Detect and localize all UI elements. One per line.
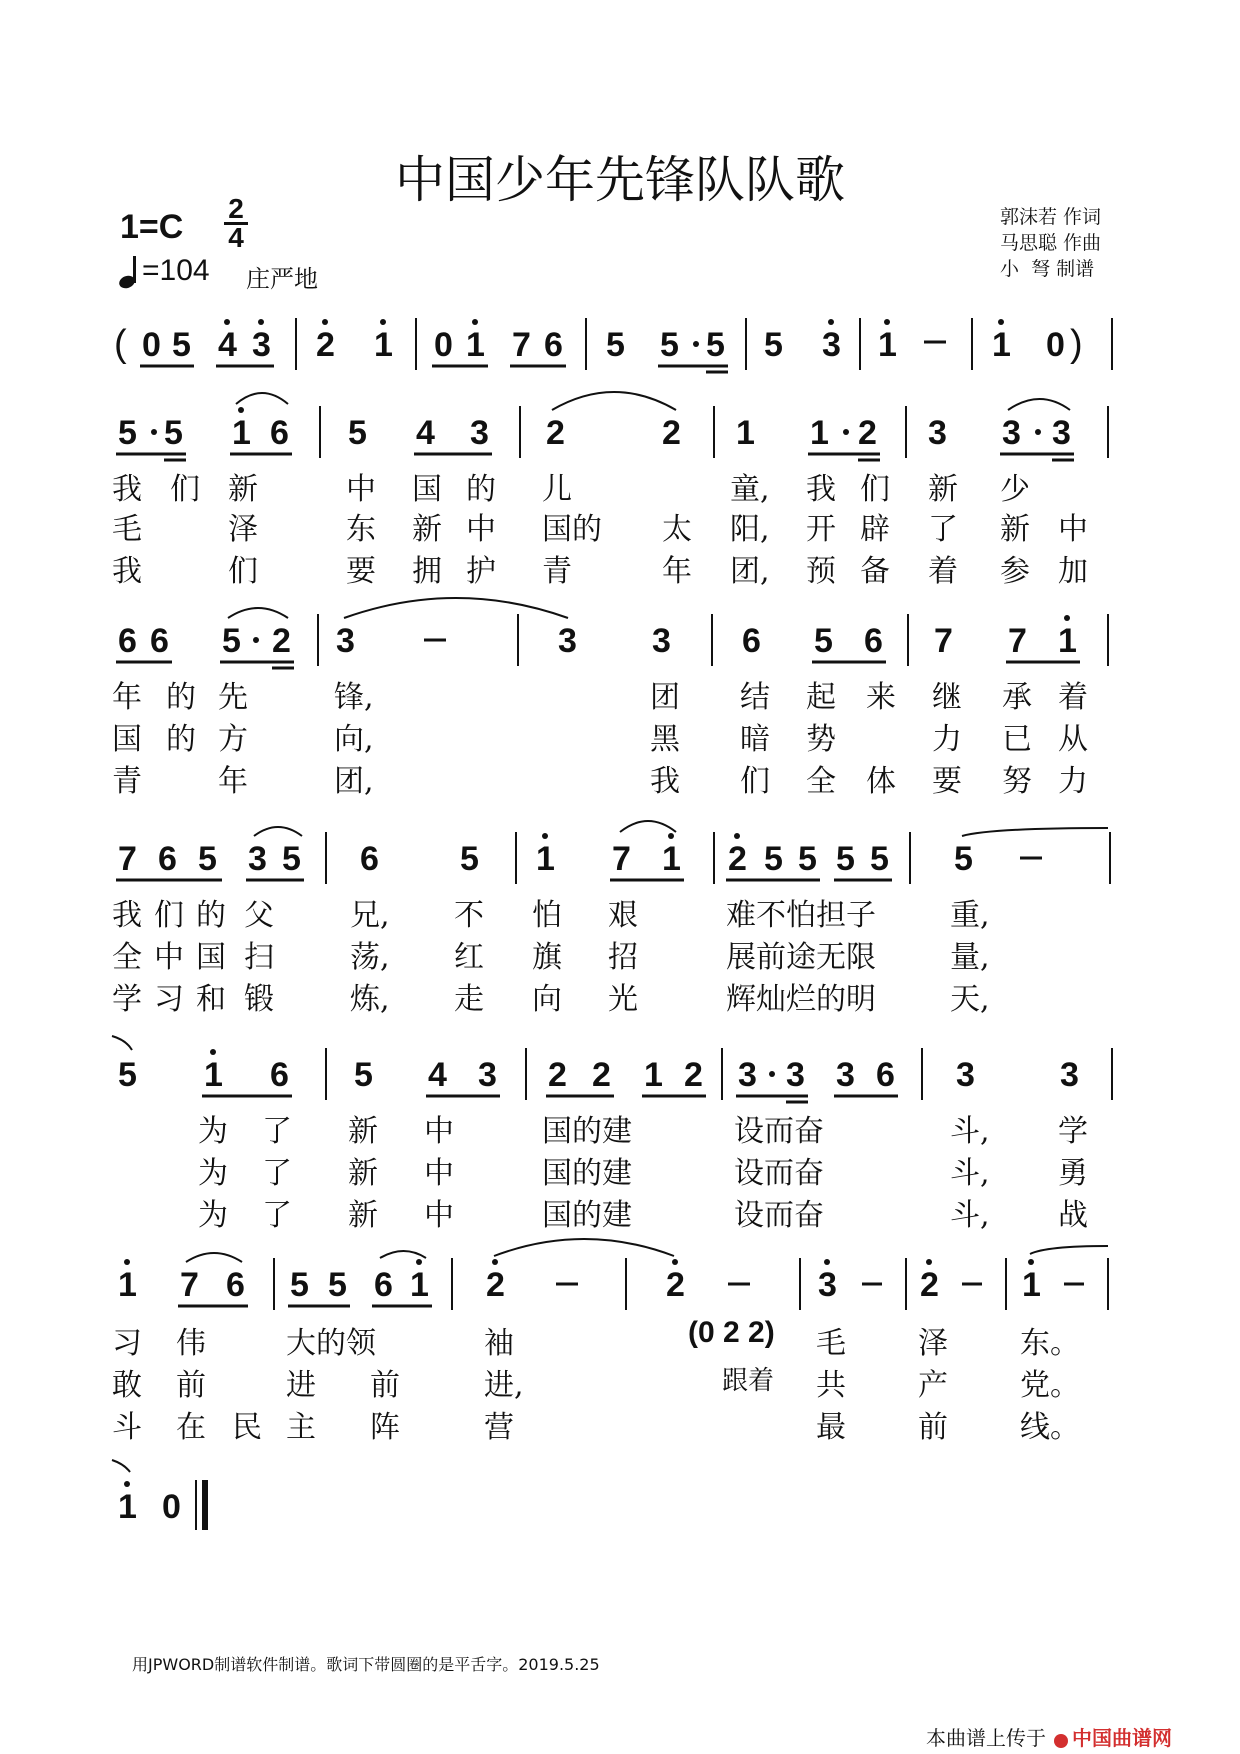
- svg-text:3: 3: [1052, 414, 1071, 452]
- svg-text:3: 3: [1060, 1056, 1079, 1094]
- lyric-syllable: 的: [166, 680, 196, 715]
- lyric-syllable: 青: [542, 554, 572, 589]
- tempo-expression: 庄严地: [246, 266, 318, 293]
- lyric-syllable: 泽: [918, 1326, 948, 1361]
- svg-text:1: 1: [810, 414, 829, 452]
- svg-text:5: 5: [798, 840, 817, 878]
- svg-text:1: 1: [466, 326, 485, 364]
- lyric-rest-figure: (0 2 2): [688, 1316, 775, 1349]
- lyric-syllable: 势: [806, 722, 836, 757]
- svg-text:3: 3: [478, 1056, 497, 1094]
- lyric-syllable: 了: [262, 1156, 292, 1191]
- lyric-syllable: 斗: [112, 1410, 142, 1445]
- lyric-syllable: 中: [346, 472, 376, 507]
- lyric-syllable: 不: [454, 898, 484, 933]
- svg-text:1: 1: [118, 1488, 137, 1526]
- lyric-syllable: 们: [740, 764, 770, 799]
- lyric-syllable: 产: [918, 1368, 948, 1403]
- svg-text:3: 3: [928, 414, 947, 452]
- svg-text:7: 7: [612, 840, 631, 878]
- svg-text:1: 1: [736, 414, 755, 452]
- svg-text:5: 5: [764, 840, 783, 878]
- lyric-syllable: 年: [112, 680, 142, 715]
- lyric-syllable: 兄,: [350, 898, 390, 933]
- svg-text:4: 4: [416, 414, 435, 452]
- svg-text:3: 3: [738, 1056, 757, 1094]
- lyric-syllable: 为: [198, 1198, 228, 1233]
- lyric-syllable: 中: [424, 1198, 454, 1233]
- lyric-syllable: 先: [218, 680, 248, 715]
- lyric-syllable: 开: [806, 512, 836, 547]
- lyric-syllable: 毛: [112, 512, 142, 547]
- lyric-syllable: 大的领: [286, 1326, 376, 1361]
- lyric-syllable: 起: [806, 680, 836, 715]
- svg-text:3: 3: [786, 1056, 805, 1094]
- lyric-syllable: 团,: [730, 554, 770, 589]
- lyric-syllable: 辉灿烂的明: [726, 982, 876, 1017]
- lyric-syllable: 的: [466, 472, 496, 507]
- lyric-syllable: 线。: [1020, 1410, 1080, 1445]
- lyric-syllable: 习: [154, 982, 184, 1017]
- lyric-syllable: 了: [262, 1198, 292, 1233]
- lyric-syllable: 备: [860, 554, 890, 589]
- transcriber: 小 弩 制谱: [1000, 258, 1095, 280]
- lyric-syllable: 太: [662, 512, 692, 547]
- svg-text:1: 1: [204, 1056, 223, 1094]
- lyric-syllable: 们: [228, 554, 258, 589]
- svg-text:5: 5: [706, 326, 725, 364]
- svg-text:6: 6: [270, 414, 289, 452]
- svg-text:2: 2: [592, 1056, 611, 1094]
- lyric-syllable: 国: [196, 940, 226, 975]
- lyric-syllable: 全: [112, 940, 142, 975]
- lyric-syllable: 力: [932, 722, 962, 757]
- lyric-syllable: 的: [196, 898, 226, 933]
- svg-text:2: 2: [662, 414, 681, 452]
- song-title: 中国少年先锋队队歌: [395, 151, 845, 209]
- system-1: [114, 318, 1112, 372]
- lyric-syllable: 少: [1000, 472, 1030, 507]
- site-logo[interactable]: [1054, 1722, 1172, 1748]
- svg-text:1: 1: [662, 840, 681, 878]
- lyric-syllable: 天,: [950, 982, 990, 1017]
- lyric-syllable: 们: [170, 472, 200, 507]
- svg-text:6: 6: [226, 1266, 245, 1304]
- svg-text:0: 0: [1046, 326, 1065, 364]
- svg-text:6: 6: [374, 1266, 393, 1304]
- lyric-syllable: 艰: [608, 898, 638, 933]
- lyric-syllable: 斗,: [950, 1156, 990, 1191]
- lyric-syllable: 设而奋: [734, 1114, 824, 1149]
- lyric-syllable: 斗,: [950, 1114, 990, 1149]
- svg-text:1: 1: [1058, 622, 1077, 660]
- svg-text:5: 5: [348, 414, 367, 452]
- system-3: [116, 598, 1108, 668]
- lyric-syllable: 我: [112, 554, 142, 589]
- lyric-syllable: 设而奋: [734, 1198, 824, 1233]
- svg-text:3: 3: [248, 840, 267, 878]
- lyric-syllable: 我: [650, 764, 680, 799]
- svg-text:2: 2: [666, 1266, 685, 1304]
- svg-text:7: 7: [180, 1266, 199, 1304]
- lyric-syllable: 力: [1058, 764, 1088, 799]
- svg-text:5: 5: [222, 622, 241, 660]
- svg-text:3: 3: [818, 1266, 837, 1304]
- svg-text:2: 2: [486, 1266, 505, 1304]
- lyric-syllable: 了: [262, 1114, 292, 1149]
- lyric-syllable: 着: [1058, 680, 1088, 715]
- svg-text:6: 6: [118, 622, 137, 660]
- svg-text:3: 3: [1002, 414, 1021, 452]
- svg-text:1: 1: [118, 1266, 137, 1304]
- svg-text:1: 1: [536, 840, 555, 878]
- lyric-syllable: 预: [806, 554, 836, 589]
- lyric-syllable: 承: [1002, 680, 1032, 715]
- lyric-syllable: 中: [466, 512, 496, 547]
- lyric-syllable: 新: [412, 512, 442, 547]
- lyric-syllable: 难不怕担子: [726, 898, 876, 933]
- lyric-syllable: 继: [932, 680, 962, 715]
- lyric-syllable: 荡,: [350, 940, 390, 975]
- svg-text:1: 1: [232, 414, 251, 452]
- svg-text:1: 1: [1022, 1266, 1041, 1304]
- svg-text:1: 1: [374, 326, 393, 364]
- lyric-syllable: 前: [918, 1410, 948, 1445]
- lyric-syllable: 袖: [484, 1326, 514, 1361]
- svg-text:): ): [1070, 323, 1083, 365]
- tempo-value: =104: [142, 254, 210, 287]
- lyric-syllable: 光: [608, 982, 638, 1017]
- svg-text:5: 5: [290, 1266, 309, 1304]
- lyric-syllable: 旗: [532, 940, 562, 975]
- svg-text:0: 0: [142, 326, 161, 364]
- svg-text:1: 1: [878, 326, 897, 364]
- lyric-syllable: 进: [286, 1368, 316, 1403]
- lyric-syllable: 走: [454, 982, 484, 1017]
- lyric-syllable: 要: [346, 554, 376, 589]
- lyric-syllable: 新: [348, 1114, 378, 1149]
- lyric-syllable: 父: [244, 898, 274, 933]
- lyric-syllable: 努: [1002, 764, 1032, 799]
- lyric-syllable: 青: [112, 764, 142, 799]
- system-6: [118, 1239, 1108, 1310]
- composer: 马思聪 作曲: [1000, 232, 1102, 254]
- lyric-syllable: 量,: [950, 940, 990, 975]
- lyric-syllable: 拥: [412, 554, 442, 589]
- svg-text:3: 3: [252, 326, 271, 364]
- time-top: 2: [228, 193, 244, 224]
- lyric-syllable: 向,: [334, 722, 374, 757]
- lyric-syllable: 伟: [176, 1326, 206, 1361]
- svg-text:5: 5: [118, 1056, 137, 1094]
- svg-text:7: 7: [512, 326, 531, 364]
- lyric-syllable: 国的: [542, 512, 602, 547]
- svg-text:2: 2: [272, 622, 291, 660]
- system-5: [112, 1036, 1112, 1102]
- svg-text:3: 3: [956, 1056, 975, 1094]
- svg-text:6: 6: [270, 1056, 289, 1094]
- svg-text:5: 5: [870, 840, 889, 878]
- lyric-syllable: 我: [112, 898, 142, 933]
- lyric-syllable: 中: [154, 940, 184, 975]
- svg-text:4: 4: [218, 326, 237, 364]
- lyric-syllable: 结: [740, 680, 770, 715]
- lyric-syllable: 的: [166, 722, 196, 757]
- lyric-syllable: 新: [1000, 512, 1030, 547]
- lyric-syllable: 设而奋: [734, 1156, 824, 1191]
- lyric-syllable: 泽: [228, 512, 258, 547]
- lyric-syllable: 国: [412, 472, 442, 507]
- lyric-syllable: 国的建: [542, 1198, 632, 1233]
- lyric-syllable: 已: [1002, 722, 1032, 757]
- lyric-syllable: 最: [816, 1410, 846, 1445]
- svg-text:5: 5: [814, 622, 833, 660]
- lyric-syllable: 中: [1058, 512, 1088, 547]
- svg-text:5: 5: [354, 1056, 373, 1094]
- svg-text:6: 6: [150, 622, 169, 660]
- lyric-syllable: 敢: [112, 1368, 142, 1403]
- lyric-syllable: 学: [112, 982, 142, 1017]
- svg-text:0: 0: [162, 1488, 181, 1526]
- svg-text:2: 2: [316, 326, 335, 364]
- system-2: [116, 392, 1108, 460]
- lyric-syllable: 战: [1058, 1198, 1088, 1233]
- key-label: 1=C: [120, 208, 184, 246]
- lyric-syllable: 民: [232, 1410, 262, 1445]
- lyric-syllable: 主: [286, 1410, 316, 1445]
- lyric-syllable: 们: [860, 472, 890, 507]
- lyric-syllable: 参: [1000, 554, 1030, 589]
- svg-text:2: 2: [684, 1056, 703, 1094]
- svg-text:2: 2: [728, 840, 747, 878]
- lyric-syllable: 国的建: [542, 1114, 632, 1149]
- svg-text:7: 7: [1008, 622, 1027, 660]
- lyric-syllable: 年: [662, 554, 692, 589]
- svg-text:6: 6: [876, 1056, 895, 1094]
- svg-text:5: 5: [764, 326, 783, 364]
- lyric-syllable: 营: [484, 1410, 514, 1445]
- lyric-syllable: 毛: [816, 1326, 846, 1361]
- lyric-syllable: 暗: [740, 722, 770, 757]
- svg-text:6: 6: [864, 622, 883, 660]
- lyric-syllable: 新: [928, 472, 958, 507]
- lyric-syllable: 锻: [244, 982, 274, 1017]
- lyric-syllable: 新: [348, 1198, 378, 1233]
- lyric-syllable: 全: [806, 764, 836, 799]
- lyric-syllable: 们: [154, 898, 184, 933]
- lyric-syllable: 锋,: [334, 680, 374, 715]
- lyric-syllable: 向: [532, 982, 562, 1017]
- svg-text:6: 6: [158, 840, 177, 878]
- lyric-syllable: 怕: [532, 898, 562, 933]
- lyric-syllable: 红: [454, 940, 484, 975]
- lyric-syllable: 中: [424, 1114, 454, 1149]
- lyric-syllable: 要: [932, 764, 962, 799]
- lyric-syllable: 重,: [950, 898, 990, 933]
- lyric-syllable: 我: [806, 472, 836, 507]
- svg-text:1: 1: [644, 1056, 663, 1094]
- lyric-syllable: 方: [218, 722, 248, 757]
- lyric-syllable: 东。: [1020, 1326, 1080, 1361]
- lyric-syllable: 国的建: [542, 1156, 632, 1191]
- system-7: [112, 1460, 208, 1530]
- svg-text:3: 3: [336, 622, 355, 660]
- lyric-syllable: 展前途无限: [726, 940, 876, 975]
- svg-text:2: 2: [546, 414, 565, 452]
- svg-text:5: 5: [118, 414, 137, 452]
- lyric-syllable: 童,: [730, 472, 770, 507]
- lyric-syllable: 了: [928, 512, 958, 547]
- lyric-syllable: 年: [218, 764, 248, 799]
- lyric-syllable: 来: [866, 680, 896, 715]
- svg-text:3: 3: [836, 1056, 855, 1094]
- svg-text:5: 5: [282, 840, 301, 878]
- svg-text:2: 2: [858, 414, 877, 452]
- lyric-syllable: 勇: [1058, 1156, 1088, 1191]
- lyric-syllable: 炼,: [350, 982, 390, 1017]
- site-logo-text: 中国曲谱网: [1072, 1726, 1172, 1748]
- lyric-syllable: 中: [424, 1156, 454, 1191]
- lyric-syllable: 新: [228, 472, 258, 507]
- lyric-syllable: 东: [346, 512, 376, 547]
- lyric-syllable: 为: [198, 1156, 228, 1191]
- footer-note: 用JPWORD制谱软件制谱。歌词下带圆圈的是平舌字。2019.5.25: [132, 1655, 600, 1674]
- lyric-syllable: 加: [1058, 554, 1088, 589]
- svg-text:5: 5: [164, 414, 183, 452]
- svg-text:7: 7: [934, 622, 953, 660]
- lyric-syllable: 跟着: [722, 1366, 775, 1396]
- lyric-syllable: 在: [176, 1410, 206, 1445]
- lyric-syllable: 共: [816, 1368, 846, 1403]
- lyric-syllable: 护: [466, 554, 496, 589]
- lyric-syllable: 斗,: [950, 1198, 990, 1233]
- svg-text:3: 3: [470, 414, 489, 452]
- lyricist: 郭沫若 作词: [1000, 206, 1102, 228]
- lyric-syllable: 从: [1058, 722, 1088, 757]
- svg-text:(: (: [114, 323, 127, 365]
- svg-text:3: 3: [652, 622, 671, 660]
- svg-text:6: 6: [544, 326, 563, 364]
- svg-text:5: 5: [460, 840, 479, 878]
- lyric-syllable: 学: [1058, 1114, 1088, 1149]
- lyric-syllable: 体: [866, 764, 896, 799]
- svg-text:2: 2: [548, 1056, 567, 1094]
- svg-text:6: 6: [360, 840, 379, 878]
- lyric-syllable: 招: [608, 940, 638, 975]
- svg-text:5: 5: [172, 326, 191, 364]
- lyric-syllable: 团: [650, 680, 680, 715]
- lyric-syllable: 和: [196, 982, 226, 1017]
- lyric-syllable: 阵: [370, 1410, 400, 1445]
- upload-text: 本曲谱上传于: [926, 1726, 1046, 1748]
- lyric-syllable: 前: [176, 1368, 206, 1403]
- upload-corner: [926, 1722, 1226, 1748]
- lyric-syllable: 着: [928, 554, 958, 589]
- svg-text:5: 5: [836, 840, 855, 878]
- lyric-syllable: 习: [112, 1326, 142, 1361]
- lyric-syllable: 为: [198, 1114, 228, 1149]
- lyric-syllable: 我: [112, 472, 142, 507]
- site-logo-icon: [1054, 1734, 1068, 1748]
- svg-text:3: 3: [822, 326, 841, 364]
- system-4: [116, 821, 1110, 884]
- svg-text:5: 5: [606, 326, 625, 364]
- svg-text:5: 5: [954, 840, 973, 878]
- svg-text:7: 7: [118, 840, 137, 878]
- lyric-syllable: 党。: [1020, 1368, 1080, 1403]
- lyric-syllable: 辟: [860, 512, 890, 547]
- lyric-syllable: 儿: [542, 472, 572, 507]
- svg-text:1: 1: [992, 326, 1011, 364]
- svg-text:3: 3: [558, 622, 577, 660]
- svg-text:5: 5: [328, 1266, 347, 1304]
- lyric-syllable: 进,: [484, 1368, 524, 1403]
- svg-text:1: 1: [410, 1266, 429, 1304]
- lyric-syllable: 扫: [244, 940, 274, 975]
- lyric-syllable: 黑: [650, 722, 680, 757]
- svg-text:5: 5: [660, 326, 679, 364]
- svg-text:2: 2: [920, 1266, 939, 1304]
- lyric-syllable: 国: [112, 722, 142, 757]
- svg-text:4: 4: [428, 1056, 447, 1094]
- lyric-syllable: 阳,: [730, 512, 770, 547]
- svg-text:6: 6: [742, 622, 761, 660]
- svg-text:0: 0: [434, 326, 453, 364]
- time-bottom: 4: [228, 222, 244, 253]
- svg-text:5: 5: [198, 840, 217, 878]
- lyric-syllable: 前: [370, 1368, 400, 1403]
- lyric-syllable: 新: [348, 1156, 378, 1191]
- lyric-syllable: 团,: [334, 764, 374, 799]
